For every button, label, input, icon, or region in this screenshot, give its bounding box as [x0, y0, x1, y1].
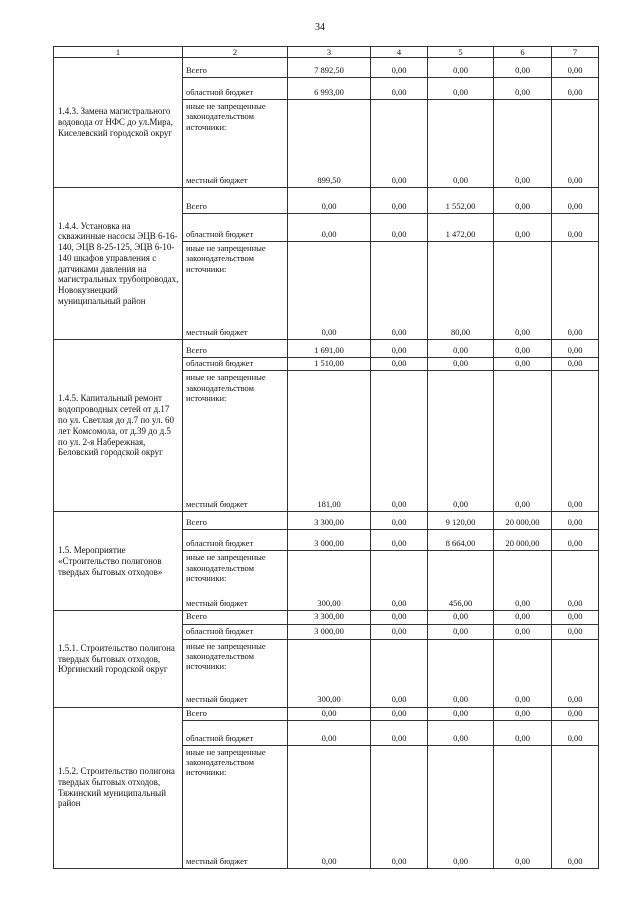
- value-cell: 0,00: [288, 707, 371, 720]
- measure-name: 1.4.3. Замена магистрального водовода от НФС до ул.Мира, Киселевский городской округ: [54, 58, 183, 188]
- value-cell: 0,00: [428, 78, 494, 100]
- value-cell: 0,00: [288, 214, 371, 242]
- value-cell: 0,00: [371, 551, 428, 611]
- value-cell: 0,00: [371, 58, 428, 78]
- column-header: 7: [552, 47, 599, 58]
- value-cell: 0,00: [288, 188, 371, 214]
- value-cell: 0,00: [371, 707, 428, 720]
- value-cell: 0,00: [371, 720, 428, 745]
- measure-name: 1.4.5. Капитальный ремонт водопроводных сетей от д.17 по ул. Светлая до д.7 по ул. 60 лет Комсомола, от д.39 до д.5 по ул. 2-я Набережная, Беловский городской округ: [54, 340, 183, 512]
- value-cell: 0,00: [428, 611, 494, 624]
- value-cell: 0,00: [371, 371, 428, 512]
- value-cell: 9 120,00: [428, 512, 494, 530]
- measure-name: 1.4.4. Установка на скважинные насосы ЭЦВ 6-16-140, ЭЦВ 8-25-125, ЭЦВ 6-10-140 шкафов управления с датчиками давления на магистральных трубопроводах, Новокузнецкий муниципальный район: [54, 188, 183, 340]
- value-cell: 0,00: [494, 371, 552, 512]
- value-cell: 0,00: [552, 58, 599, 78]
- row-label-other: иные не запрещенные законодательством источники:: [186, 640, 266, 671]
- value-cell: 0,00: [494, 551, 552, 611]
- value-cell: 0,00: [494, 78, 552, 100]
- row-label-total: Всего: [183, 707, 288, 720]
- value-cell: 0,00: [552, 624, 599, 639]
- measure-name: 1.5.2. Строительство полигона твердых бытовых отходов, Тяжинский муниципальный район: [54, 707, 183, 868]
- value-cell: 80,00: [428, 242, 494, 340]
- row-label-other-local: [183, 745, 288, 868]
- value-cell: 0,00: [288, 242, 371, 340]
- budget-table: [53, 46, 599, 869]
- table-row-total: [54, 512, 599, 530]
- value-cell: 7 892,50: [288, 58, 371, 78]
- row-label-regional: областной бюджет: [183, 530, 288, 551]
- value-cell: 0,00: [371, 242, 428, 340]
- row-label-total: Всего: [183, 340, 288, 358]
- value-cell: 0,00: [428, 624, 494, 639]
- row-label-total: Всего: [183, 512, 288, 530]
- row-label-local: местный бюджет: [186, 694, 248, 705]
- row-label-regional: областной бюджет: [183, 624, 288, 639]
- column-header: 3: [288, 47, 371, 58]
- measure-name: 1.5. Мероприятие «Строительство полигонов твердых бытовых отходов»: [54, 512, 183, 611]
- value-cell: 0,00: [494, 639, 552, 707]
- row-label-other: иные не запрещенные законодательством источники:: [186, 101, 266, 132]
- value-cell: 0,00: [288, 745, 371, 868]
- table-row-total: [54, 340, 599, 358]
- column-header: 4: [371, 47, 428, 58]
- row-label-regional: областной бюджет: [183, 720, 288, 745]
- value-cell: 300,00: [288, 551, 371, 611]
- row-label-regional: областной бюджет: [183, 214, 288, 242]
- row-label-total: Всего: [183, 611, 288, 624]
- value-cell: 1 472,00: [428, 214, 494, 242]
- header-row: [54, 47, 599, 58]
- row-label-regional: областной бюджет: [183, 358, 288, 371]
- row-label-local: местный бюджет: [186, 855, 248, 866]
- value-cell: 0,00: [494, 720, 552, 745]
- value-cell: 0,00: [494, 611, 552, 624]
- value-cell: 1 510,00: [288, 358, 371, 371]
- value-cell: 456,00: [428, 551, 494, 611]
- value-cell: 0,00: [494, 707, 552, 720]
- measure-name: 1.5.1. Строительство полигона твердых бытовых отходов, Юргинский городской округ: [54, 611, 183, 707]
- column-header: 2: [183, 47, 288, 58]
- value-cell: 0,00: [371, 100, 428, 188]
- row-label-local: местный бюджет: [186, 598, 248, 609]
- value-cell: 0,00: [552, 371, 599, 512]
- value-cell: 899,50: [288, 100, 371, 188]
- value-cell: 0,00: [494, 242, 552, 340]
- value-cell: 0,00: [371, 340, 428, 358]
- row-label-other-local: [183, 371, 288, 512]
- table-row-total: [54, 58, 599, 78]
- value-cell: 8 664,00: [428, 530, 494, 551]
- value-cell: 300,00: [288, 639, 371, 707]
- row-label-other-local: [183, 639, 288, 707]
- row-label-total: Всего: [183, 188, 288, 214]
- row-label-other: иные не запрещенные законодательством источники:: [186, 746, 266, 778]
- value-cell: 0,00: [371, 530, 428, 551]
- value-cell: 0,00: [371, 639, 428, 707]
- value-cell: 0,00: [371, 624, 428, 639]
- value-cell: 0,00: [371, 78, 428, 100]
- row-label-local: местный бюджет: [186, 499, 248, 510]
- value-cell: 0,00: [428, 720, 494, 745]
- value-cell: 0,00: [371, 358, 428, 371]
- value-cell: 0,00: [428, 371, 494, 512]
- value-cell: 0,00: [552, 100, 599, 188]
- value-cell: 1 552,00: [428, 188, 494, 214]
- value-cell: 0,00: [552, 639, 599, 707]
- row-label-total: Всего: [183, 58, 288, 78]
- row-label-other-local: [183, 242, 288, 340]
- value-cell: 3 000,00: [288, 624, 371, 639]
- value-cell: 0,00: [371, 188, 428, 214]
- row-label-regional: областной бюджет: [183, 78, 288, 100]
- value-cell: 0,00: [552, 720, 599, 745]
- value-cell: 0,00: [428, 707, 494, 720]
- value-cell: 0,00: [428, 745, 494, 868]
- row-label-other: иные не запрещенные законодательством источники:: [186, 372, 266, 403]
- value-cell: 20 000,00: [494, 530, 552, 551]
- value-cell: 0,00: [288, 720, 371, 745]
- value-cell: 0,00: [428, 358, 494, 371]
- value-cell: 6 993,00: [288, 78, 371, 100]
- value-cell: 3 000,00: [288, 530, 371, 551]
- value-cell: 0,00: [552, 78, 599, 100]
- value-cell: 0,00: [494, 58, 552, 78]
- value-cell: 0,00: [552, 551, 599, 611]
- row-label-other-local: [183, 551, 288, 611]
- value-cell: 1 691,00: [288, 340, 371, 358]
- column-header: 1: [54, 47, 183, 58]
- value-cell: 0,00: [371, 745, 428, 868]
- table-row-total: [54, 611, 599, 624]
- value-cell: 0,00: [494, 188, 552, 214]
- table-row-total: [54, 188, 599, 214]
- value-cell: 0,00: [494, 624, 552, 639]
- value-cell: 3 300,00: [288, 611, 371, 624]
- value-cell: 0,00: [552, 745, 599, 868]
- value-cell: 0,00: [428, 100, 494, 188]
- value-cell: 0,00: [552, 188, 599, 214]
- table-row-total: [54, 707, 599, 720]
- value-cell: 0,00: [494, 214, 552, 242]
- value-cell: 0,00: [494, 745, 552, 868]
- value-cell: 0,00: [428, 58, 494, 78]
- value-cell: 0,00: [552, 611, 599, 624]
- value-cell: 0,00: [494, 358, 552, 371]
- value-cell: 20 000,00: [494, 512, 552, 530]
- page-number: 34: [315, 22, 325, 33]
- value-cell: 0,00: [494, 100, 552, 188]
- value-cell: 0,00: [428, 639, 494, 707]
- column-header: 5: [428, 47, 494, 58]
- value-cell: 0,00: [371, 611, 428, 624]
- row-label-local: местный бюджет: [186, 175, 248, 185]
- row-label-other: иные не запрещенные законодательством источники:: [186, 552, 266, 583]
- value-cell: 181,00: [288, 371, 371, 512]
- value-cell: 0,00: [552, 512, 599, 530]
- value-cell: 0,00: [552, 214, 599, 242]
- value-cell: 0,00: [552, 358, 599, 371]
- value-cell: 0,00: [552, 530, 599, 551]
- value-cell: 3 300,00: [288, 512, 371, 530]
- row-label-local: местный бюджет: [186, 327, 248, 337]
- value-cell: 0,00: [371, 214, 428, 242]
- value-cell: 0,00: [428, 340, 494, 358]
- column-header: 6: [494, 47, 552, 58]
- value-cell: 0,00: [552, 242, 599, 340]
- value-cell: 0,00: [494, 340, 552, 358]
- value-cell: 0,00: [371, 512, 428, 530]
- value-cell: 0,00: [552, 340, 599, 358]
- value-cell: 0,00: [552, 707, 599, 720]
- row-label-other: иные не запрещенные законодательством источники:: [186, 243, 266, 274]
- row-label-other-local: [183, 100, 288, 188]
